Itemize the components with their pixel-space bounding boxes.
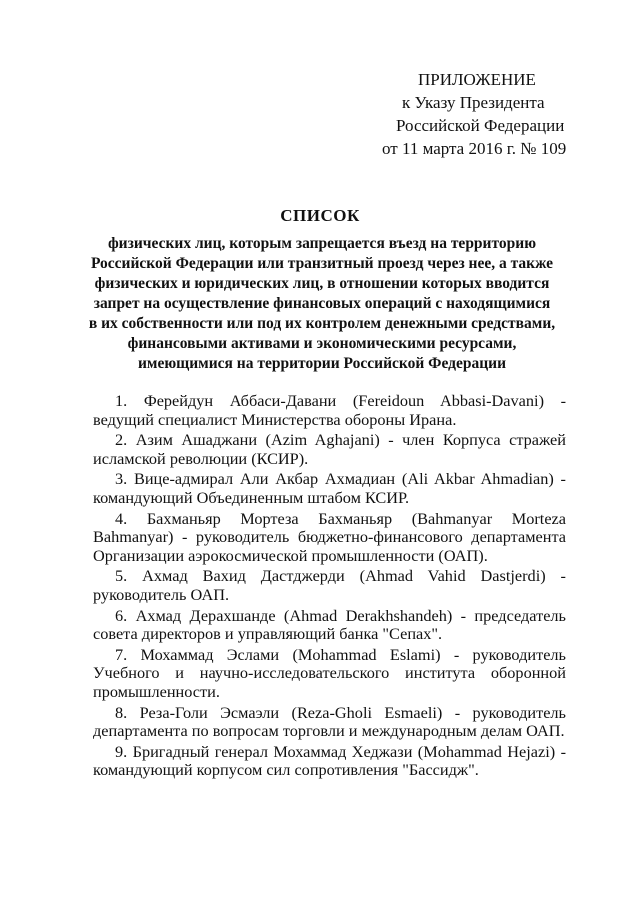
appendix-decree-ref: к Указу Президента (402, 93, 545, 112)
list-item (93, 646, 566, 702)
item-text: Азим Ашаджани (Azim Aghajani) - член Корпуса стражей исламской революции (КСИР). (93, 430, 566, 468)
item-number: 4. (115, 508, 128, 528)
appendix-country: Российской Федерации (396, 116, 565, 135)
item-text: Ферейдун Аббаси-Давани (Fereidoun Abbasi-Davani) - ведущий специалист Министерства обороны Ирана. (93, 391, 567, 429)
document-subtitle (62, 234, 582, 374)
list-item (93, 510, 566, 566)
list-item (93, 743, 566, 780)
item-number: 1. (115, 391, 128, 410)
list-item (93, 567, 566, 604)
list-item (93, 704, 566, 741)
subtitle-line: имеющимися на территории Российской Федерации (137, 355, 507, 372)
subtitle-line: в их собственности или под их контролем денежными средствами, (88, 315, 556, 332)
item-text: Мохаммад Эслами (Mohammad Eslami) - руководитель Учебного и научно-исследовательского института оборонной промышленности. (93, 644, 566, 701)
appendix-label: ПРИЛОЖЕНИЕ (418, 70, 536, 89)
appendix-header (360, 68, 600, 160)
item-text: Ахмад Дерахшанде (Ahmad Derakhshandeh) - председатель совета директоров и управляющий банка "Сепах". (93, 605, 566, 644)
item-number: 5. (115, 566, 128, 586)
item-text: Бригадный генерал Мохаммад Хеджази (Mohammad Hejazi) - командующий корпусом сил сопротивления "Бассидж". (93, 741, 566, 780)
item-number: 3. (115, 469, 128, 489)
document-title: СПИСОК (280, 206, 360, 225)
item-number: 6. (115, 605, 128, 625)
item-text: Ахмад Вахид Дастджерди (Ahmad Vahid Dastjerdi) - руководитель ОАП. (93, 566, 566, 604)
item-number: 8. (115, 702, 128, 722)
persons-list (93, 392, 566, 782)
item-number: 9. (115, 741, 128, 761)
subtitle-line: физических лиц, которым запрещается въезд на территорию (107, 235, 537, 252)
item-text: Реза-Голи Эсмаэли (Reza-Gholi Esmaeli) - руководитель департамента по вопросам торговли и международным делам ОАП. (93, 702, 566, 741)
subtitle-line: физических и юридических лиц, в отношении которых вводится (94, 275, 550, 292)
subtitle-line: Российской Федерации или транзитный проезд через нее, а также (90, 255, 554, 272)
appendix-date: от 11 марта 2016 г. № 109 (382, 139, 567, 158)
list-item (93, 431, 566, 468)
item-text: Вице-адмирал Али Акбар Ахмадиан (Ali Akbar Ahmadian) - командующий Объединенным штабом КСИР. (93, 469, 566, 507)
item-number: 7. (115, 644, 128, 664)
list-item (93, 470, 566, 507)
list-item (93, 607, 566, 644)
subtitle-line: финансовыми активами и экономическими ресурсами, (127, 335, 517, 352)
item-text: Бахманьяр Мортеза Бахманьяр (Bahmanyar Morteza Bahmanyar) - руководитель бюджетно-финансового департамента Организации аэрокосмической промышленности (ОАП). (93, 508, 566, 565)
item-number: 2. (115, 430, 128, 450)
subtitle-line: запрет на осуществление финансовых операций с находящимися (93, 295, 551, 312)
list-item (93, 392, 566, 429)
